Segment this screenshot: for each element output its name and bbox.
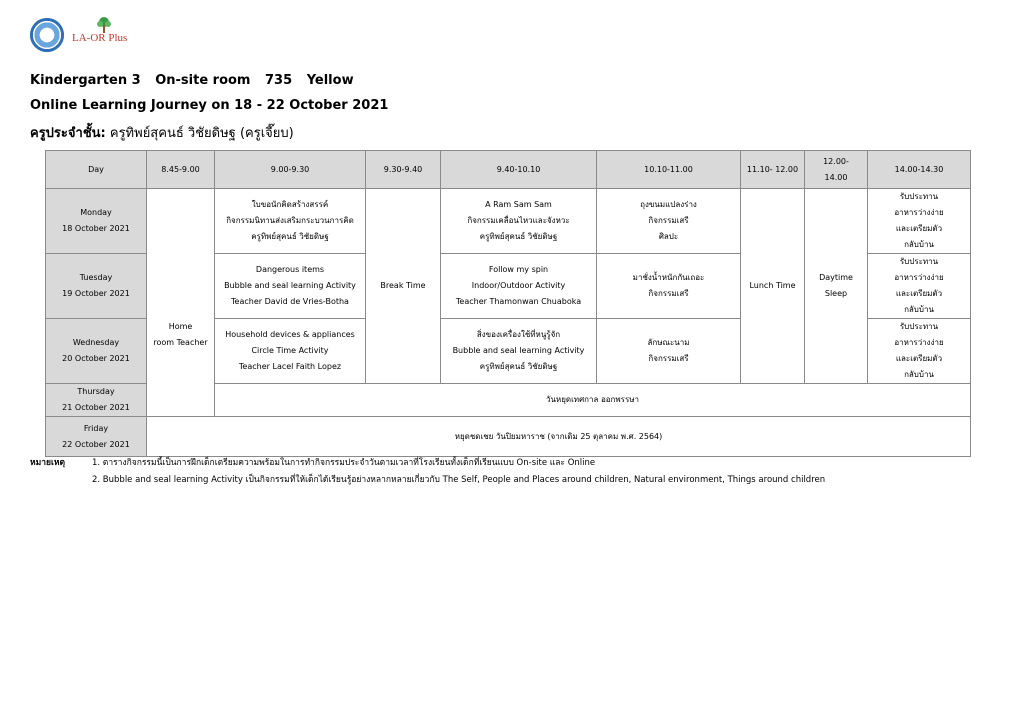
snack-cell: รับประทาน อาหารว่างง่าย และเตรียมตัว กลับบ้าน — [868, 189, 971, 254]
activity-cell: A Ram Sam Sam กิจกรรมเคลื่อนไหวและจังหวะ ครูทิพย์สุคนธ์ วิชัยดิษฐ — [441, 189, 597, 254]
col-header-time: 9.30-9.40 — [366, 151, 441, 189]
lunch-time-cell: Lunch Time — [741, 189, 805, 384]
col-header-day: Day — [46, 151, 147, 189]
notes-label: หมายเหตุ — [30, 458, 65, 468]
holiday-cell: วันหยุดเทศกาล ออกพรรษา — [215, 384, 971, 417]
grade-label: Kindergarten 3 — [30, 73, 141, 88]
col-header-time: 10.10-11.00 — [597, 151, 741, 189]
activity-cell: Household devices & appliances Circle Time Activity Teacher Lacel Faith Lopez — [215, 319, 366, 384]
holiday-cell: หยุดชดเชย วันปิยมหาราช (จากเดิม 25 ตุลาคม พ.ศ. 2564) — [147, 417, 971, 457]
day-cell: Wednesday 20 October 2021 — [46, 319, 147, 384]
col-header-time: 11.10- 12.00 — [741, 151, 805, 189]
teacher-label: ครูประจำชั้น: — [30, 126, 106, 141]
room-label: On-site room — [155, 73, 251, 88]
school-seal-icon — [30, 18, 64, 52]
activity-cell: มาชั่งน้ำหนักกันเถอะ กิจกรรมเสรี — [597, 254, 741, 319]
day-cell: Thursday 21 October 2021 — [46, 384, 147, 417]
activity-cell: Follow my spin Indoor/Outdoor Activity Teacher Thamonwan Chuaboka — [441, 254, 597, 319]
room-number: 735 — [265, 73, 293, 88]
note-item: 2. Bubble and seal learning Activity เป็นกิจกรรมที่ให้เด็กได้เรียนรู้อย่างหลากหลายเกี่ยวกับ The Self, People and Places around children, Natural environment, Things around children — [92, 475, 826, 485]
journey-title: Online Learning Journey on 18 - 22 October 2021 — [30, 98, 389, 113]
class-heading — [30, 73, 364, 88]
day-cell: Monday 18 October 2021 — [46, 189, 147, 254]
snack-cell: รับประทาน อาหารว่างง่าย และเตรียมตัว กลับบ้าน — [868, 254, 971, 319]
room-color: Yellow — [306, 73, 354, 88]
activity-cell: ลักษณะนาม กิจกรรมเสรี — [597, 319, 741, 384]
activity-cell: Dangerous items Bubble and seal learning Activity Teacher David de Vries-Botha — [215, 254, 366, 319]
col-header-time: 14.00-14.30 — [868, 151, 971, 189]
day-cell: Friday 22 October 2021 — [46, 417, 147, 457]
snack-cell: รับประทาน อาหารว่างง่าย และเตรียมตัว กลับบ้าน — [868, 319, 971, 384]
brand-logo-text: LA-OR Plus — [72, 32, 128, 44]
activity-cell: ถุงขนมแปลงร่าง กิจกรรมเสรี ศิลปะ — [597, 189, 741, 254]
table-row — [46, 417, 971, 457]
break-time-cell: Break Time — [366, 189, 441, 384]
col-header-time: 8.45-9.00 — [147, 151, 215, 189]
header-row — [46, 151, 971, 189]
table-row — [46, 189, 971, 254]
teacher-name: ครูทิพย์สุคนธ์ วิชัยดิษฐ (ครูเจี๊ยบ) — [109, 126, 294, 141]
activity-cell: ใบขอนักคิดสร้างสรรค์ กิจกรรมนิทานส่งเสริมกระบวนการคิด ครูทิพย์สุคนธ์ วิชัยดิษฐ — [215, 189, 366, 254]
home-room-cell: Home room Teacher — [147, 189, 215, 417]
day-cell: Tuesday 19 October 2021 — [46, 254, 147, 319]
daytime-sleep-cell: Daytime Sleep — [805, 189, 868, 384]
activity-cell: สิ่งของเครื่องใช้ที่หนูรู้จัก Bubble and seal learning Activity ครูทิพย์สุคนธ์ วิชัยดิษฐ — [441, 319, 597, 384]
col-header-time: 9.00-9.30 — [215, 151, 366, 189]
note-item: 1. ตารางกิจกรรมนี้เป็นการฝึกเด็กเตรียมความพร้อมในการทำกิจกรรมประจำวันตามเวลาที่โรงเรียนทั้งเด็กที่เรียนแบบ On-site และ Online — [92, 458, 596, 468]
col-header-time: 12.00- 14.00 — [805, 151, 868, 189]
schedule-table — [45, 150, 971, 457]
col-header-time: 9.40-10.10 — [441, 151, 597, 189]
teacher-line — [30, 122, 294, 143]
